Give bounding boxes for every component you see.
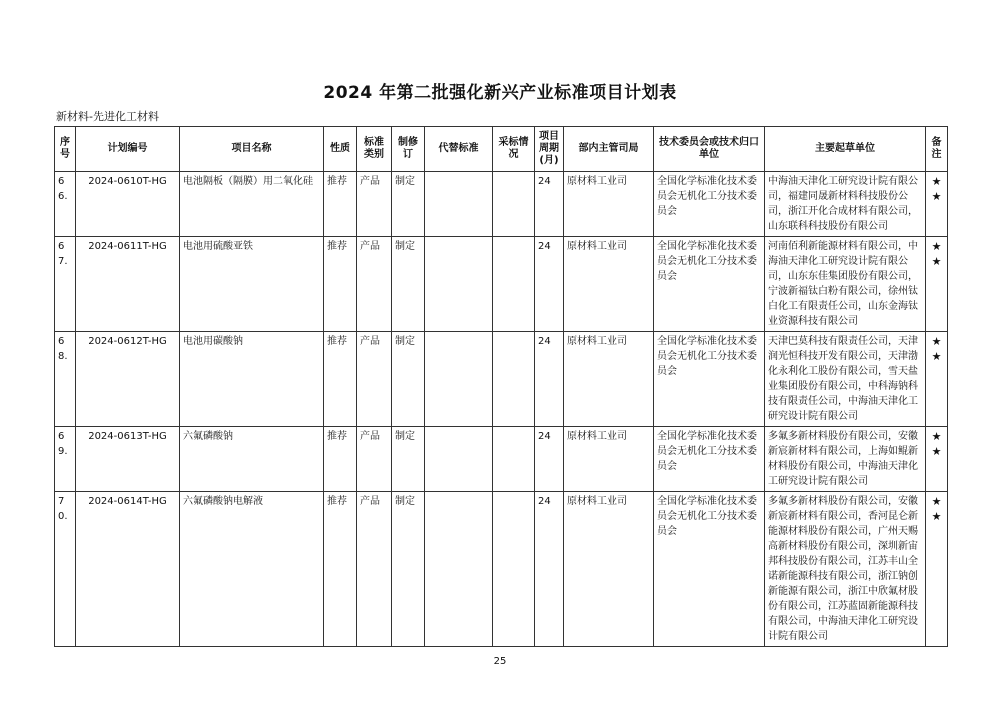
col-header-name: 项目名称 [180, 127, 324, 172]
cell-replace [425, 427, 493, 492]
cell-type: 产品 [357, 492, 392, 647]
table-row [55, 427, 948, 492]
cell-nature: 推荐 [324, 237, 357, 332]
cell-adopt [493, 427, 535, 492]
col-header-cycle: 项目周期(月) [535, 127, 564, 172]
cell-drafters: 多氟多新材料股份有限公司，安徽新宸新材料有限公司，上海如鲲新材料股份有限公司，中海油天津化工研究设计院有限公司 [765, 427, 926, 492]
cell-plan-no: 2024-0613T-HG [76, 427, 180, 492]
col-header-drafters: 主要起草单位 [765, 127, 926, 172]
cell-nature: 推荐 [324, 172, 357, 237]
star-icon: ★ [931, 190, 942, 203]
cell-drafters: 河南佰利新能源材料有限公司，中海油天津化工研究设计院有限公司，山东东佳集团股份有限公司，宁波新福钛白粉有限公司，徐州钛白化工有限责任公司，山东金海钛业资源科技有限公司 [765, 237, 926, 332]
col-header-revise: 制修订 [392, 127, 425, 172]
cell-adopt [493, 237, 535, 332]
cell-dept: 原材料工业司 [564, 492, 654, 647]
cell-revise: 制定 [392, 172, 425, 237]
cell-plan-no: 2024-0611T-HG [76, 237, 180, 332]
cell-replace [425, 172, 493, 237]
star-icon: ★ [931, 240, 942, 253]
col-header-dept: 部内主管司局 [564, 127, 654, 172]
cell-name: 六氟磷酸钠电解液 [180, 492, 324, 647]
cell-type: 产品 [357, 172, 392, 237]
cell-name: 电池用硫酸亚铁 [180, 237, 324, 332]
cell-cycle: 24 [535, 332, 564, 427]
cell-cycle: 24 [535, 237, 564, 332]
cell-committee: 全国化学标准化技术委员会无机化工分技术委员会 [654, 332, 765, 427]
col-header-adopt: 采标情况 [493, 127, 535, 172]
standards-plan-table [54, 126, 948, 647]
cell-type: 产品 [357, 237, 392, 332]
cell-seq: 67. [55, 237, 76, 332]
cell-note [926, 427, 948, 492]
cell-nature: 推荐 [324, 332, 357, 427]
cell-adopt [493, 492, 535, 647]
col-header-committee: 技术委员会或技术归口单位 [654, 127, 765, 172]
cell-replace [425, 332, 493, 427]
table-row [55, 332, 948, 427]
col-header-nature: 性质 [324, 127, 357, 172]
col-header-plan-no: 计划编号 [76, 127, 180, 172]
cell-drafters: 中海油天津化工研究设计院有限公司，福建同晟新材料科技股份公司，浙江开化合成材料有限公司，山东联科科技股份有限公司 [765, 172, 926, 237]
cell-replace [425, 492, 493, 647]
col-header-replace: 代替标准 [425, 127, 493, 172]
cell-revise: 制定 [392, 492, 425, 647]
star-icon: ★ [931, 430, 942, 443]
cell-cycle: 24 [535, 172, 564, 237]
col-header-type: 标准类别 [357, 127, 392, 172]
cell-name: 电池隔板（隔膜）用二氧化硅 [180, 172, 324, 237]
page-number: 25 [493, 656, 507, 667]
cell-dept: 原材料工业司 [564, 332, 654, 427]
cell-name: 电池用碳酸钠 [180, 332, 324, 427]
cell-committee: 全国化学标准化技术委员会无机化工分技术委员会 [654, 237, 765, 332]
cell-adopt [493, 332, 535, 427]
star-icon: ★ [931, 495, 942, 508]
cell-plan-no: 2024-0614T-HG [76, 492, 180, 647]
table-row [55, 237, 948, 332]
cell-nature: 推荐 [324, 427, 357, 492]
star-icon: ★ [931, 350, 942, 363]
cell-nature: 推荐 [324, 492, 357, 647]
star-icon: ★ [931, 175, 942, 188]
cell-type: 产品 [357, 427, 392, 492]
cell-dept: 原材料工业司 [564, 172, 654, 237]
cell-revise: 制定 [392, 427, 425, 492]
col-header-note: 备注 [926, 127, 948, 172]
cell-adopt [493, 172, 535, 237]
star-icon: ★ [931, 445, 942, 458]
cell-note [926, 237, 948, 332]
cell-seq: 68. [55, 332, 76, 427]
cell-revise: 制定 [392, 237, 425, 332]
cell-replace [425, 237, 493, 332]
cell-committee: 全国化学标准化技术委员会无机化工分技术委员会 [654, 492, 765, 647]
header-row [55, 127, 948, 172]
cell-plan-no: 2024-0610T-HG [76, 172, 180, 237]
table-row [55, 492, 948, 647]
cell-drafters: 天津巴莫科技有限责任公司，天津润光恒科技开发有限公司，天津渤化永利化工股份有限公司，雪天盐业集团股份有限公司，中科海钠科技有限责任公司，中海油天津化工研究设计院有限公司 [765, 332, 926, 427]
star-icon: ★ [931, 335, 942, 348]
star-icon: ★ [931, 510, 942, 523]
col-header-seq: 序号 [55, 127, 76, 172]
cell-seq: 69. [55, 427, 76, 492]
cell-committee: 全国化学标准化技术委员会无机化工分技术委员会 [654, 172, 765, 237]
star-icon: ★ [931, 255, 942, 268]
cell-name: 六氟磷酸钠 [180, 427, 324, 492]
cell-revise: 制定 [392, 332, 425, 427]
table-row [55, 172, 948, 237]
category-label: 新材料-先进化工材料 [56, 110, 159, 123]
cell-cycle: 24 [535, 492, 564, 647]
cell-plan-no: 2024-0612T-HG [76, 332, 180, 427]
cell-note [926, 172, 948, 237]
cell-type: 产品 [357, 332, 392, 427]
cell-note [926, 492, 948, 647]
cell-seq: 66. [55, 172, 76, 237]
page-title: 2024 年第二批强化新兴产业标准项目计划表 [323, 83, 677, 103]
cell-dept: 原材料工业司 [564, 237, 654, 332]
cell-drafters: 多氟多新材料股份有限公司，安徽新宸新材料有限公司，香河昆仑新能源材料股份有限公司，广州天赐高新材料股份有限公司，深圳新宙邦科技股份有限公司，江苏丰山全诺新能源科技有限公司，浙江钠创新能源有限公司，浙江中欣氟材股份有限公司，江苏蓝固新能源科技有限公司，中海油天津化工研究设计院有限公司 [765, 492, 926, 647]
cell-note [926, 332, 948, 427]
cell-seq: 70. [55, 492, 76, 647]
cell-cycle: 24 [535, 427, 564, 492]
cell-committee: 全国化学标准化技术委员会无机化工分技术委员会 [654, 427, 765, 492]
cell-dept: 原材料工业司 [564, 427, 654, 492]
